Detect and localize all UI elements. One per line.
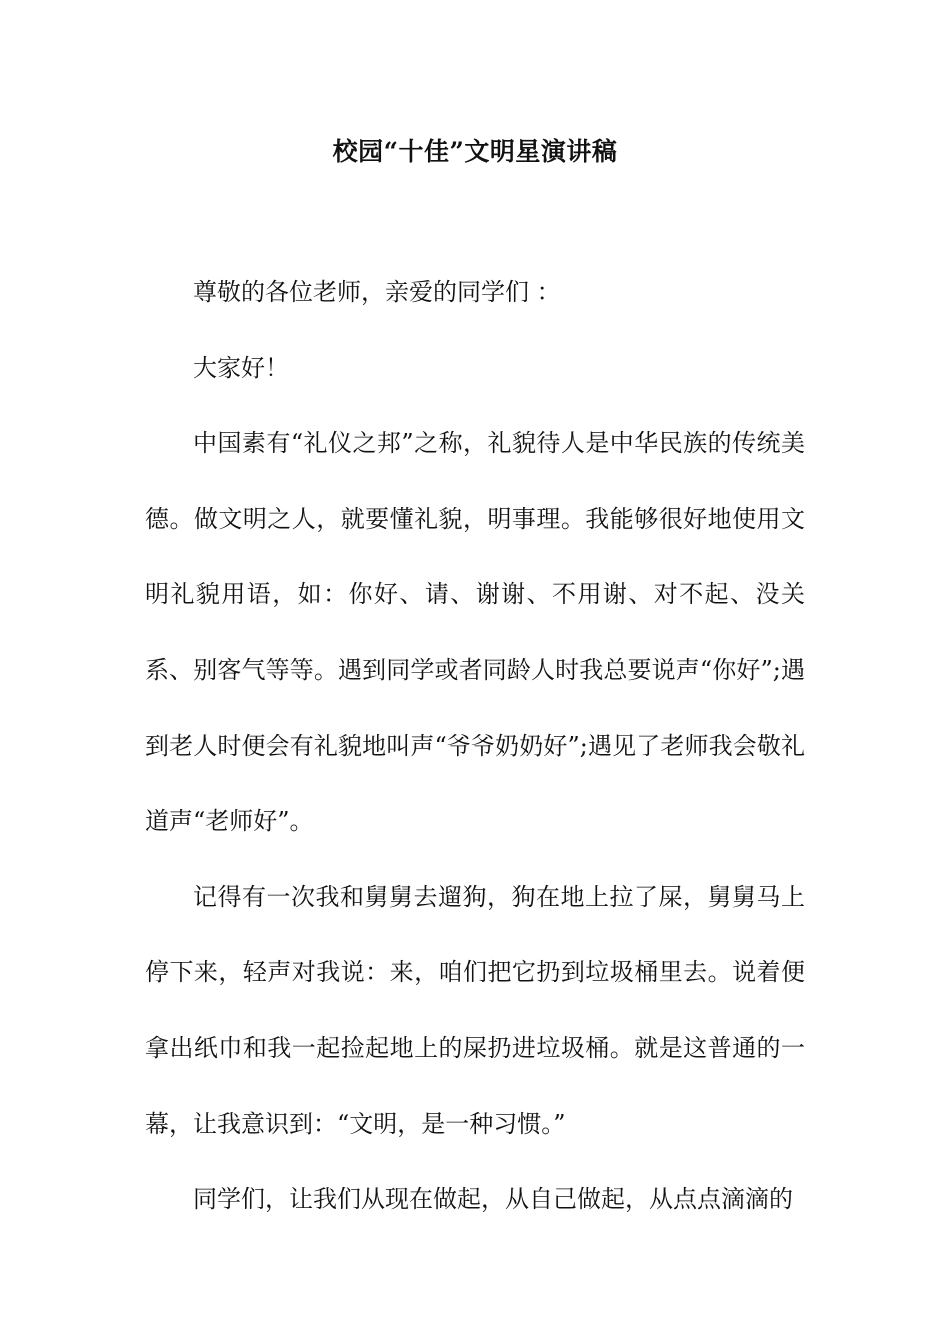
etiquette-paragraph: 中国素有“礼仪之邦”之称，礼貌待人是中华民族的传统美德。做文明之人，就要懂礼貌，明事理。我能够很好地使用文明礼貌用语，如：你好、请、谢谢、不用谢、对不起、没关系、别客气等等。遇到同学或者同龄人时我总要说声“你好”;遇到老人时便会有礼貌地叫声“爷爷奶奶好”;遇见了老师我会敬礼道声“老师好”。: [145, 429, 805, 836]
greeting-paragraph: 大家好！: [193, 353, 289, 382]
closing-paragraph: 同学们，让我们从现在做起，从自己做起，从点点滴滴的: [193, 1185, 793, 1214]
salutation-paragraph: 尊敬的各位老师，亲爱的同学们 ：: [193, 278, 561, 306]
document-body: [145, 255, 805, 1238]
document-title: 校园“十佳”文明星演讲稿: [332, 137, 618, 166]
story-paragraph: 记得有一次我和舅舅去遛狗，狗在地上拉了屎，舅舅马上停下来，轻声对我说：来，咱们把它扔到垃圾桶里去。说着便拿出纸巾和我一起捡起地上的屎扔进垃圾桶。就是这普通的一幕，让我意识到：“文明，是一种习惯。”: [145, 882, 805, 1138]
